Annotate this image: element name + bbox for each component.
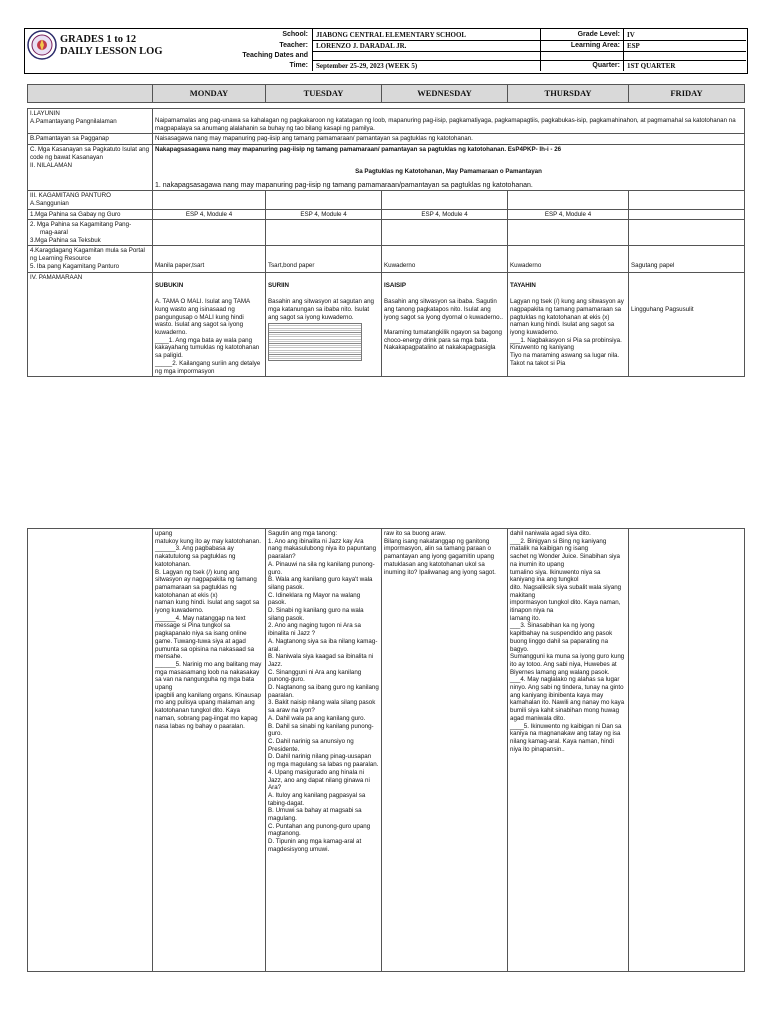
kagamitang-panturo-label: III. KAGAMITANG PANTURO: [30, 192, 111, 200]
school-label: School:: [282, 31, 308, 38]
kasanayan-text: Nakapagsasagawa nang may mapanuring pag-iisip ng tamang pamamaraan/ pamantayan sa pagtuklas ng katotohanan. EsP4PKP- Ih-i - 26: [155, 146, 562, 154]
row-label-header: [28, 85, 153, 103]
day-header-thursday: THURSDAY: [508, 85, 629, 103]
gabay-monday: ESP 4, Module 4: [153, 209, 266, 220]
tuesday-content-p2: Sagutin ang mga tanong: 1. Ano ang ibinalita ni Jazz kay Ara nang makasulubong niya ito papuntang paaralan? A. Pinauwi na sila ng kanilang punong-guro. B. Wala ang kanilang guro kaya't wala silang pasok. C. Idineklara ng Mayor na walang pasok. D. Sinabi ng kanilang guro na wala silang pasok. 2. Ano ang naging tugon ni Ara sa ibinalita ni Jazz ? A. Nagtanong siya sa iba nilang kamag-aral. B. Naniwala siya kaagad sa ibinalita ni Jazz. C. Sinangguni ni Ara ang kanilang punong-guro. D. Nagtanong sa ibang guro ng kanilang paaralan. 3. Bakit naisip nilang wala silang pasok sa araw na iyon? A. Dahil wala pa ang kanilang guro. B. Dahil sa sinabi ng kanilang punong-guro. C. Dahil narinig sa anunsiyo ng Presidente. D. Dahil narinig nilang pinag-uusapan ng mga magulang sa labas ng paaralan. 4. Upang masigurado ang hinala ni Jazz, ano ang dapat nilang ginawa ni Ara? A. Ituloy ang kanilang pagpasyal sa tabing-dagat. B. Umuwi sa bahay at magsabi sa magulang. C. Puntahan ang punong-guro upang magtanong. D. Tipunin ang mga kamag-aral at magdesisyong umuwi.: [266, 529, 382, 972]
wednesday-content-p2: raw ito sa buong araw. Bilang isang nakatanggap ng ganitong impormasyon, alin sa tamang paraan o pamantayan ang iyong gagamitin upang matuklasan ang katotohanan ukol sa inuming ito? Ipaliwanag ang iyong sagot.: [382, 529, 508, 972]
gabay-label: 1.Mga Pahina sa Gabay ng Guro: [28, 209, 153, 220]
friday-content-p1: Lingguhang Pagsusulit: [631, 305, 694, 313]
grade-level-label: Grade Level:: [577, 31, 620, 38]
section-suriin: SURIIN: [268, 281, 289, 289]
kagamitang-label-1: 2. Mga Pahina sa Kagamitang Pang-: [30, 221, 132, 229]
row-kagamitang-mag-aaral: [28, 220, 745, 246]
row-kasanayan: [28, 145, 745, 191]
learning-area-label: Learning Area:: [570, 42, 620, 49]
nilalaman-text: Sa Pagtuklas ng Katotohanan, May Pamamaraan o Pamantayan: [355, 167, 542, 175]
section-isaisip: ISAISIP: [384, 281, 407, 289]
gabay-friday: [629, 209, 745, 220]
monday-content-p1: A. TAMA O MALI. Isulat ang TAMA kung wasto ang isinasaad ng pangungusap o MALI kung hindi wasto. Isulat ang sagot sa iyong kuwaderno. ____1. Ang mga bata ay wala pang kakayahang tumuklas ng katotohanan sa paligid. _____2. Kailangang suriin ang detalye ng mga impormasyon: [155, 298, 261, 375]
dates-label-2: Time:: [289, 62, 308, 69]
row-pamamaraan: [28, 272, 745, 377]
lesson-log-continuation-table: [27, 528, 745, 972]
iba-monday: Manila paper,tsart: [155, 262, 205, 270]
iba-thursday: Kuwaderno: [510, 262, 542, 270]
form-title-line1: GRADES 1 to 12: [60, 34, 137, 45]
teacher-value: LORENZO J. DARADAL JR.: [316, 42, 407, 50]
row-kagamitan: [28, 191, 745, 209]
day-header-wednesday: WEDNESDAY: [382, 85, 508, 103]
form-title-line2: DAILY LESSON LOG: [60, 46, 163, 57]
dates-label-1: Teaching Dates and: [242, 52, 308, 59]
grade-level-value: IV: [627, 31, 635, 39]
thursday-content-p1: Lagyan ng tsek (/) kung ang sitwasyon ay nagpapakita ng tamang pamamaraan sa pagtuklas ng katotohanan at ekis (x) naman kung hindi. Isulat ang sagot sa iyong kuwaderno. ___1. Nagbakasyon si Pia sa probinsiya. Kinuwento ng kaniyang Tiyo na maraming aswang sa lugar nila. Takot na takot si Pia: [510, 298, 624, 367]
days-header-row: [28, 85, 745, 103]
quarter-value: 1ST QUARTER: [627, 62, 676, 70]
gabay-tuesday: ESP 4, Module 4: [266, 209, 382, 220]
section-subukin: SUBUKIN: [155, 281, 184, 289]
row-pagganap: [28, 134, 745, 145]
karagdagang-label: 4.Karagdagang Kagamitan mula sa Portal ng Learning Resource: [30, 247, 145, 263]
row-karagdagang: [28, 246, 745, 272]
learning-area-value: ESP: [627, 42, 640, 50]
pamamaraan-label: IV. PAMAMARAAN: [28, 272, 153, 377]
iba-friday: Sagutang papel: [631, 262, 675, 270]
friday-content-p2: [629, 529, 745, 972]
wednesday-content-p1: Basahin ang sitwasyon sa ibaba. Sagutin ang tanong pagkatapos nito. Isulat ang iyong sagot sa iyong dyornal o kuwaderno.. Maraming tumatangkilik ngayon sa bagong choco-energy drink para sa mga bata. Nakakapagpatalino at nakakapagpasigla: [384, 298, 504, 352]
row-layunin: [28, 109, 745, 134]
section-tayahin: TAYAHIN: [510, 281, 536, 289]
gabay-thursday: ESP 4, Module 4: [508, 209, 629, 220]
teacher-label: Teacher:: [279, 42, 308, 49]
quarter-label: Quarter:: [592, 62, 620, 69]
day-header-monday: MONDAY: [153, 85, 266, 103]
lesson-log-table: [27, 84, 745, 377]
teksbuk-label: 3.Mga Pahina sa Teksbuk: [30, 236, 101, 244]
iba-wednesday: Kuwaderno: [384, 262, 416, 270]
objective-text: 1. nakapagsasagawa nang may mapanuring pag-iisip ng tamang pamamaraan/pamantayan sa pagtuklas ng katotohanan.: [155, 181, 533, 189]
row-gabay: [28, 209, 745, 220]
day-header-tuesday: TUESDAY: [266, 85, 382, 103]
dates-value: September 25-29, 2023 (WEEK 5): [316, 62, 418, 70]
monday-content-p2: upang matukoy kung ito ay may katotohanan. ______3. Ang pagbabasa ay nakatutulong sa pagtuklas ng katotohanan. B. Lagyan ng tsek (/) kung ang sitwasyon ay nagpapakita ng tamang pamamaraan sa pagtuklas ng katotohanan at ekis (x) naman kung hindi. Isulat ang sagot sa iyong kuwaderno. ______4. May natanggap na text message si Pina tungkol sa pagkapanalo niya sa isang online game. Tuwang-tuwa siya at agad pumunta sa opisina na nakasaad sa mensahe. ______5. Narinig mo ang balitang may mga masasamang loob na nakasakay sa van na nangunguha ng mga bata upang ipagbili ang kanilang organs. Kinausap mo ang pulisya upang malaman ang katotohanan tungkol dito. Kaya naman, sobrang pag-iingat mo kapag nasa labas ng bahay o paaralan.: [153, 529, 266, 972]
nilalaman-label: II. NILALAMAN: [30, 161, 72, 169]
pamantayan-pagganap-text: Naisasagawa nang may mapanuring pag-iisip ang tamang pamamaraan/ pamantayan sa pagtuklas ng katotohanan.: [153, 134, 745, 145]
gabay-wednesday: ESP 4, Module 4: [382, 209, 508, 220]
kagamitang-label-2: mag-aaral: [40, 229, 68, 237]
story-text-image: [268, 323, 362, 361]
tuesday-content-p1: Basahin ang sitwasyon at sagutan ang mga katanungan sa ibaba nito. Isulat ang sagot sa iyong kuwaderno.: [268, 298, 374, 321]
pamantayang-pangnilalaman-label: A.Pamantayang Pangnilalaman: [30, 117, 117, 125]
pamantayan-pagganap-label: B.Pamantayan sa Pagganap: [28, 134, 153, 145]
kasanayan-label: C. Mga Kasanayan sa Pagkatuto Isulat ang code ng bawat Kasanayan: [30, 146, 150, 161]
sanggunian-label: A.Sanggunian: [30, 199, 69, 207]
day-header-friday: FRIDAY: [629, 85, 745, 103]
thursday-content-p2: dahil naniwala agad siya dito. ___2. Binigyan si Bing ng kaniyang matalik na kaibigan ng isang sachet ng Wonder Juice. Sinabihan siya na inumin ito upang tumalino siya. Ikinuwento niya sa kaniyang ina ang tungkol dito. Nagsaliksik siya subalit wala siyang makitang impormasyon tungkol dito. Kaya naman, itinapon niya na lamang ito. ___3. Sinasabihan ka ng iyong kapitbahay na suspendido ang pasok buong linggo dahil sa paparating na bagyo. Sumangguni ka muna sa iyong guro kung ito ay totoo. Ang sabi niya, Huwebes at Biyernes lamang ang walang pasok. ___4. May naglalako ng alahas sa lugar ninyo. Ang sabi ng tindera, tunay na ginto ang kaniyang ibinibenta kaya may kamahalan ito. Nawili ang nanay mo kaya bumili siya kahit sinabihan mong huwag agad maniwala dito. ____5. Ikinuwento ng kaibigan ni Dan sa kaniya na magnanakaw ang tatay ng isa nilang kamag-aral. Kaya naman, hindi niya ito pinapansin..: [508, 529, 629, 972]
pamantayang-pangnilalaman-text: Naipamamalas ang pag-unawa sa kahalagan ng pagkakaroon ng katatagan ng loob, mapanuring pag-iisip, pagkamatiyaga, pagkamapagtiis, pagkabukas-isip, pagkamahinahon, at pagmamahal sa katotohanan na magpapalaya sa anumang alalahanin sa buhay ng tao bilang kasapi ng pamilya.: [155, 117, 736, 132]
layunin-label: I.LAYUNIN: [30, 110, 60, 117]
school-value: JIABONG CENTRAL ELEMENTARY SCHOOL: [316, 31, 467, 39]
iba-label: 5. Iba pang Kagamitang Panturo: [30, 262, 120, 270]
iba-tuesday: Tsart,bond paper: [268, 262, 315, 270]
